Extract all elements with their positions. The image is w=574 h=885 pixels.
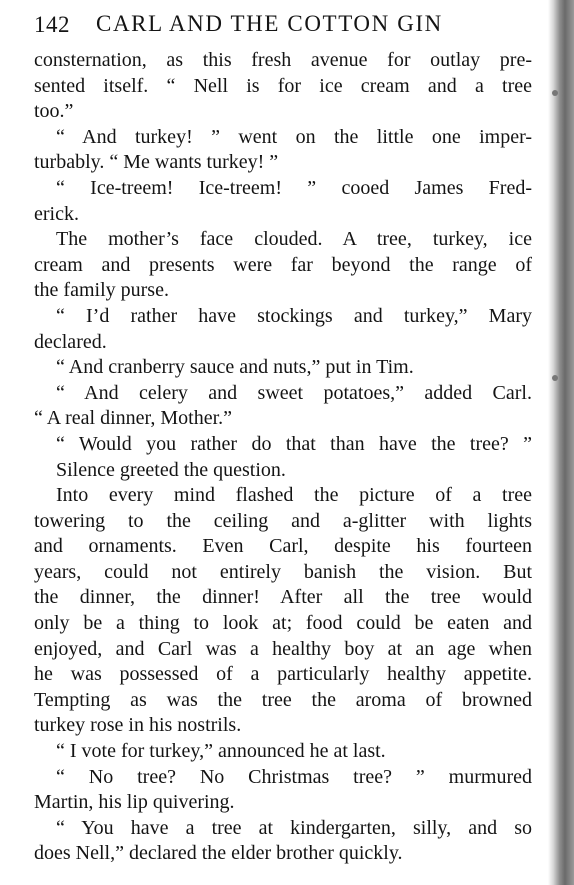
text-line: “ And cranberry sauce and nuts,” put in Tim. xyxy=(56,356,414,379)
text-line: declared. xyxy=(34,330,107,353)
body-text xyxy=(34,48,532,867)
running-title: CARL AND THE COTTON GIN xyxy=(96,11,443,36)
text-line: erick. xyxy=(34,202,79,225)
text-line: “ And turkey! ” went on the little one imper- xyxy=(56,125,532,148)
text-line: “ No tree? No Christmas tree? ” murmured xyxy=(56,765,532,788)
page-edge-shadow xyxy=(548,0,574,885)
text-line: cream and presents were far beyond the range of xyxy=(34,253,532,276)
text-line: sented itself. “ Nell is for ice cream and a tree xyxy=(34,74,532,97)
text-line: “ Would you rather do that than have the tree? ” xyxy=(56,432,532,455)
text-line: Silence greeted the question. xyxy=(56,458,286,481)
text-line: only be a thing to look at; food could be eaten and xyxy=(34,612,532,635)
text-line: too.” xyxy=(34,100,74,123)
text-line: Into every mind flashed the picture of a tree xyxy=(56,484,532,507)
text-line: years, could not entirely banish the vision. But xyxy=(34,560,532,583)
text-line: “ And celery and sweet potatoes,” added Carl. xyxy=(56,381,532,404)
edge-mark xyxy=(552,375,558,381)
text-line: does Nell,” declared the elder brother quickly. xyxy=(34,842,403,865)
text-line: “ A real dinner, Mother.” xyxy=(34,407,233,430)
text-line: “ I vote for turkey,” announced he at last. xyxy=(56,740,386,763)
text-line: towering to the ceiling and a-glitter with lights xyxy=(34,509,532,532)
text-line: “ You have a tree at kindergarten, silly, and so xyxy=(56,816,532,839)
page-header xyxy=(34,8,534,38)
text-line: enjoyed, and Carl was a healthy boy at an age when xyxy=(34,637,532,660)
text-line: “ Ice-treem! Ice-treem! ” cooed James Fred- xyxy=(56,176,532,199)
text-line: turbably. “ Me wants turkey! ” xyxy=(34,151,279,174)
text-line: and ornaments. Even Carl, despite his fourteen xyxy=(34,535,532,558)
edge-mark xyxy=(552,90,558,96)
text-line: consternation, as this fresh avenue for outlay pre- xyxy=(34,49,532,71)
text-line: he was possessed of a particularly healthy appetite. xyxy=(34,663,532,686)
page-number: 142 xyxy=(34,12,70,37)
text-line: The mother’s face clouded. A tree, turkey, ice xyxy=(56,228,532,251)
text-line: Martin, his lip quivering. xyxy=(34,791,235,814)
text-line: “ I’d rather have stockings and turkey,” Mary xyxy=(56,304,532,327)
text-line: the dinner, the dinner! After all the tree would xyxy=(34,586,532,609)
text-line: Tempting as was the tree the aroma of browned xyxy=(34,688,532,711)
text-line: the family purse. xyxy=(34,279,169,302)
text-line: turkey rose in his nostrils. xyxy=(34,714,242,737)
